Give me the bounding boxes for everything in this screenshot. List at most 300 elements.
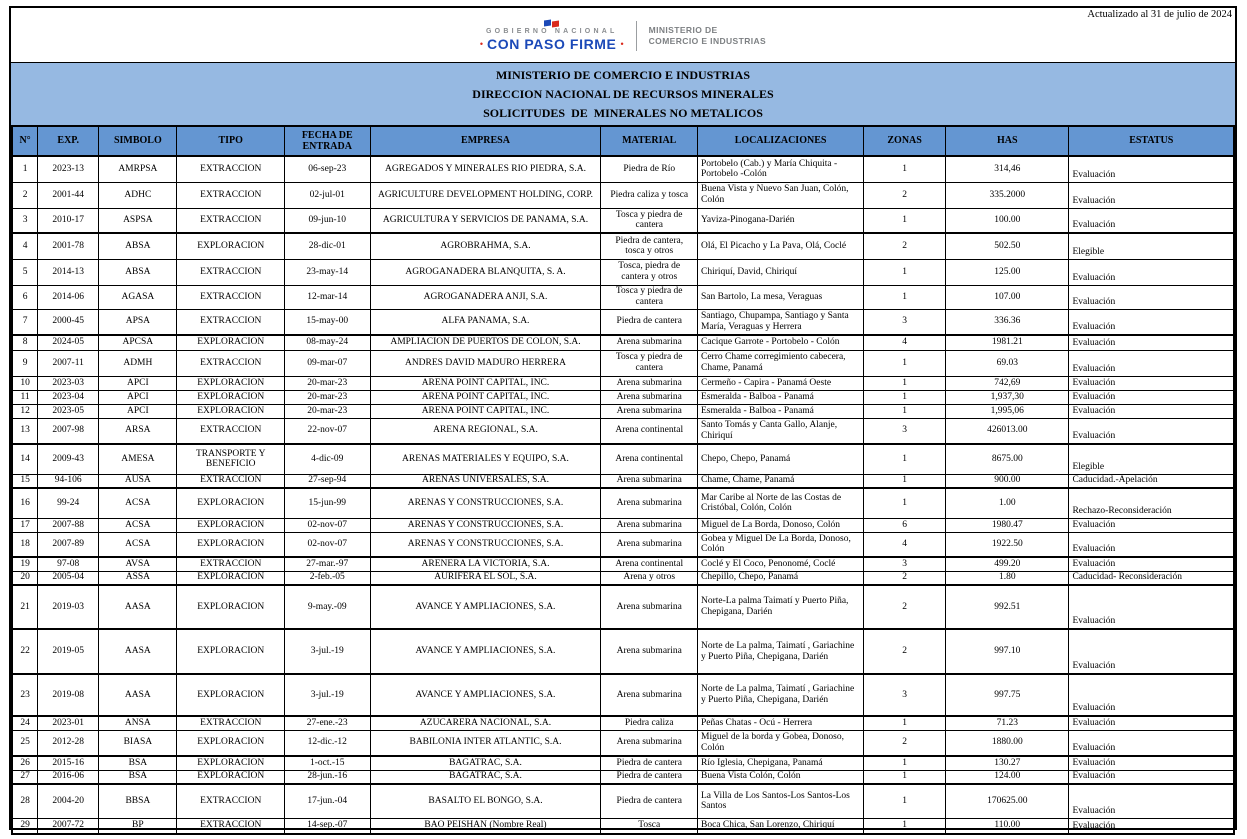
ministry-line-1: MINISTERIO DE — [648, 25, 718, 36]
cell-material: Arena submarina — [601, 335, 698, 350]
cell-has: 8675.00 — [946, 444, 1069, 474]
cell-simbolo: ANSA — [99, 716, 177, 730]
cell-fecha: 09-mar-07 — [284, 350, 370, 376]
cell-localizaciones: Norte-La palma Taimatí y Puerto Piña, Chepigana, Darién — [698, 585, 864, 629]
cell-num: 24 — [12, 716, 38, 730]
document-frame — [9, 6, 1237, 830]
cell-exp: 2012-28 — [38, 730, 99, 756]
column-header-material: MATERIAL — [601, 126, 698, 156]
cell-fecha: 02-nov-07 — [284, 518, 370, 532]
cell-localizaciones: Coclé y El Coco, Penonomé, Coclé — [698, 557, 864, 571]
cell-material: Arena submarina — [601, 474, 698, 488]
cell-num: 29 — [12, 818, 38, 834]
cell-zonas: 1 — [864, 770, 946, 784]
cell-num: 7 — [12, 309, 38, 335]
cell-estatus: Evaluación — [1069, 208, 1234, 233]
cell-num: 10 — [12, 376, 38, 390]
cell-fecha: 02-nov-07 — [284, 532, 370, 557]
cell-simbolo: AASA — [99, 629, 177, 674]
cell-material: Arena continental — [601, 444, 698, 474]
column-header-estatus: ESTATUS — [1069, 126, 1234, 156]
cell-localizaciones: Río Iglesia, Chepigana, Panamá — [698, 756, 864, 770]
cell-exp: 99-24 — [38, 488, 99, 518]
cell-exp: 2007-72 — [38, 818, 99, 834]
cell-zonas: 1 — [864, 350, 946, 376]
cell-localizaciones: Olá, El Picacho y La Pava, Olá, Coclé — [698, 233, 864, 259]
cell-empresa: ARENAS Y CONSTRUCCIONES, S.A. — [370, 532, 601, 557]
cell-empresa: ARENA POINT CAPITAL, INC. — [370, 390, 601, 404]
cell-fecha: 2-feb.-05 — [284, 571, 370, 585]
cell-localizaciones: Santiago, Chupampa, Santiago y Santa María, Veraguas y Herrera — [698, 309, 864, 335]
cell-exp: 2000-45 — [38, 309, 99, 335]
cell-simbolo: AASA — [99, 585, 177, 629]
cell-empresa: ARENAS Y CONSTRUCCIONES, S.A. — [370, 488, 601, 518]
cell-empresa: AGROGANADERA ANJI, S.A. — [370, 285, 601, 309]
cell-empresa: AVANCE Y AMPLIACIONES, S.A. — [370, 674, 601, 716]
cell-localizaciones: Miguel de La Borda, Donoso, Colón — [698, 518, 864, 532]
cell-localizaciones: Miguel de la borda y Gobea, Donoso, Colón — [698, 730, 864, 756]
cell-localizaciones: Esmeralda - Balboa - Panamá — [698, 390, 864, 404]
cell-tipo: EXPLORACION — [177, 404, 285, 418]
table-row — [12, 418, 1234, 444]
column-header-has: HAS — [946, 126, 1069, 156]
top-band — [11, 8, 1235, 62]
cell-empresa: ARENA POINT CAPITAL, INC. — [370, 404, 601, 418]
table-row — [12, 404, 1234, 418]
cell-num: 9 — [12, 350, 38, 376]
cell-fecha: 15-may-00 — [284, 309, 370, 335]
cell-material: Tosca y piedra de cantera — [601, 285, 698, 309]
cell-simbolo: BSA — [99, 756, 177, 770]
cell-num: 2 — [12, 182, 38, 208]
cell-tipo: TRANSPORTE Y BENEFICIO — [177, 444, 285, 474]
cell-material: Arena continental — [601, 557, 698, 571]
cell-has: 1.80 — [946, 571, 1069, 585]
cell-exp: 2001-78 — [38, 233, 99, 259]
table-row — [12, 557, 1234, 571]
cell-empresa: AGREGADOS Y MINERALES RIO PIEDRA, S.A. — [370, 156, 601, 182]
cell-has: 130.27 — [946, 756, 1069, 770]
cell-localizaciones: Mar Caribe al Norte de las Costas de Cristóbal, Colón, Colón — [698, 488, 864, 518]
cell-has: 426013.00 — [946, 418, 1069, 444]
cell-estatus: Evaluación — [1069, 730, 1234, 756]
cell-empresa: AGROGANADERA BLANQUITA, S. A. — [370, 259, 601, 285]
cell-zonas: 1 — [864, 756, 946, 770]
table-row — [12, 182, 1234, 208]
cell-estatus: Evaluación — [1069, 418, 1234, 444]
cell-zonas: 1 — [864, 390, 946, 404]
cell-zonas: 1 — [864, 488, 946, 518]
cell-num: 21 — [12, 585, 38, 629]
cell-estatus: Evaluación — [1069, 156, 1234, 182]
cell-estatus: Elegible — [1069, 233, 1234, 259]
cell-localizaciones: Buena Vista Colón, Colón — [698, 770, 864, 784]
cell-exp: 2009-43 — [38, 444, 99, 474]
cell-localizaciones: Buena Vista y Nuevo San Juan, Colón, Colón — [698, 182, 864, 208]
cell-estatus: Evaluación — [1069, 390, 1234, 404]
red-dot-icon: • — [620, 38, 624, 49]
cell-simbolo: AUSA — [99, 474, 177, 488]
cell-empresa: ARENAS UNIVERSALES, S.A. — [370, 474, 601, 488]
table-row — [12, 444, 1234, 474]
table-row — [12, 285, 1234, 309]
cell-empresa: BASALTO EL BONGO, S.A. — [370, 784, 601, 818]
cell-num: 20 — [12, 571, 38, 585]
cell-zonas: 2 — [864, 182, 946, 208]
cell-exp: 2019-03 — [38, 585, 99, 629]
cell-material: Tosca y piedra de cantera — [601, 208, 698, 233]
cell-tipo: EXPLORACION — [177, 730, 285, 756]
cell-estatus: Caducidad.-Apelación — [1069, 474, 1234, 488]
table-row — [12, 730, 1234, 756]
cell-localizaciones: Norte de La palma, Taimatí , Gariachine y Puerto Piña, Chepigana, Darién — [698, 629, 864, 674]
cell-fecha: 02-jul-01 — [284, 182, 370, 208]
cell-localizaciones: Cermeño - Capira - Panamá Oeste — [698, 376, 864, 390]
banner-title-solicitudes: SOLICITUDES DE MINERALES NO METALICOS — [483, 105, 763, 120]
cell-fecha: 28-jun.-16 — [284, 770, 370, 784]
table-row — [12, 390, 1234, 404]
cell-estatus: Evaluación — [1069, 770, 1234, 784]
cell-localizaciones: Chiriquí, David, Chiriquí — [698, 259, 864, 285]
logo-divider — [636, 21, 637, 51]
cell-estatus: Evaluación — [1069, 309, 1234, 335]
cell-estatus: Evaluación — [1069, 716, 1234, 730]
cell-has: 997.75 — [946, 674, 1069, 716]
cell-empresa: AVANCE Y AMPLIACIONES, S.A. — [370, 629, 601, 674]
cell-num: 11 — [12, 390, 38, 404]
cell-zonas: 1 — [864, 285, 946, 309]
cell-localizaciones: Cerro Chame corregimiento cabecera, Chame, Panamá — [698, 350, 864, 376]
title-banner — [11, 62, 1235, 125]
cell-has: 1.00 — [946, 488, 1069, 518]
cell-tipo: EXTRACCION — [177, 418, 285, 444]
cell-empresa: BABILONIA INTER ATLANTIC, S.A. — [370, 730, 601, 756]
cell-exp: 2019-08 — [38, 674, 99, 716]
cell-empresa: AVANCE Y AMPLIACIONES, S.A. — [370, 585, 601, 629]
cell-estatus: Evaluación — [1069, 285, 1234, 309]
cell-tipo: EXPLORACION — [177, 674, 285, 716]
table-row — [12, 818, 1234, 834]
cell-has: 900.00 — [946, 474, 1069, 488]
cell-empresa: BAGATRAC, S.A. — [370, 756, 601, 770]
cell-num: 13 — [12, 418, 38, 444]
column-header-num: N° — [12, 126, 38, 156]
cell-fecha: 20-mar-23 — [284, 390, 370, 404]
cell-zonas: 2 — [864, 730, 946, 756]
flag-blue-square — [544, 20, 551, 27]
logo-left-block — [480, 20, 624, 52]
cell-material: Piedra de cantera — [601, 770, 698, 784]
cell-simbolo: AGASA — [99, 285, 177, 309]
cell-simbolo: AMESA — [99, 444, 177, 474]
cell-exp: 2014-13 — [38, 259, 99, 285]
cell-material: Arena submarina — [601, 629, 698, 674]
table-row — [12, 259, 1234, 285]
cell-num: 4 — [12, 233, 38, 259]
cell-empresa: ARENA POINT CAPITAL, INC. — [370, 376, 601, 390]
cell-has: 1880.00 — [946, 730, 1069, 756]
cell-empresa: AURIFERA EL SOL, S.A. — [370, 571, 601, 585]
cell-has: 124.00 — [946, 770, 1069, 784]
cell-material: Tosca — [601, 818, 698, 834]
cell-exp: 2015-16 — [38, 756, 99, 770]
cell-material: Arena submarina — [601, 404, 698, 418]
cell-fecha: 20-mar-23 — [284, 376, 370, 390]
cell-localizaciones: Yaviza-Pinogana-Darién — [698, 208, 864, 233]
cell-num: 5 — [12, 259, 38, 285]
table-row — [12, 716, 1234, 730]
cell-exp: 2023-13 — [38, 156, 99, 182]
table-row — [12, 629, 1234, 674]
cell-tipo: EXPLORACION — [177, 571, 285, 585]
cell-estatus: Evaluación — [1069, 376, 1234, 390]
cell-has: 125.00 — [946, 259, 1069, 285]
cell-simbolo: ABSA — [99, 259, 177, 285]
cell-tipo: EXTRACCION — [177, 182, 285, 208]
column-header-tipo: TIPO — [177, 126, 285, 156]
cell-exp: 2005-04 — [38, 571, 99, 585]
cell-fecha: 22-nov-07 — [284, 418, 370, 444]
cell-material: Piedra caliza — [601, 716, 698, 730]
cell-zonas: 3 — [864, 674, 946, 716]
cell-estatus: Evaluación — [1069, 518, 1234, 532]
cell-exp: 2014-06 — [38, 285, 99, 309]
cell-fecha: 4-dic-09 — [284, 444, 370, 474]
cell-num: 26 — [12, 756, 38, 770]
cell-num: 14 — [12, 444, 38, 474]
government-logo — [11, 20, 1235, 52]
cell-empresa: AGRICULTURA Y SERVICIOS DE PANAMA, S.A. — [370, 208, 601, 233]
cell-fecha: 12-dic.-12 — [284, 730, 370, 756]
cell-has: 336.36 — [946, 309, 1069, 335]
cell-fecha: 9-may.-09 — [284, 585, 370, 629]
table-row — [12, 674, 1234, 716]
cell-estatus: Elegible — [1069, 444, 1234, 474]
table-row — [12, 488, 1234, 518]
cell-exp: 2007-88 — [38, 518, 99, 532]
table-row — [12, 309, 1234, 335]
cell-simbolo: ADMH — [99, 350, 177, 376]
banner-title-ministerio: MINISTERIO DE COMERCIO E INDUSTRIAS — [495, 67, 751, 82]
table-body — [12, 156, 1234, 834]
solicitudes-table — [11, 125, 1235, 835]
cell-tipo: EXPLORACION — [177, 488, 285, 518]
cell-has: 170625.00 — [946, 784, 1069, 818]
cell-localizaciones: Boca Chica, San Lorenzo, Chiriquí — [698, 818, 864, 834]
cell-has: 100.00 — [946, 208, 1069, 233]
cell-simbolo: ASSA — [99, 571, 177, 585]
cell-simbolo: ABSA — [99, 233, 177, 259]
cell-localizaciones: Cacique Garrote - Portobelo - Colón — [698, 335, 864, 350]
cell-exp: 2010-17 — [38, 208, 99, 233]
cell-estatus: Evaluación — [1069, 259, 1234, 285]
cell-has: 502.50 — [946, 233, 1069, 259]
cell-zonas: 2 — [864, 571, 946, 585]
cell-material: Piedra de cantera — [601, 784, 698, 818]
cell-num: 27 — [12, 770, 38, 784]
cell-fecha: 23-may-14 — [284, 259, 370, 285]
cell-empresa: BAO PEISHAN (Nombre Real) — [370, 818, 601, 834]
flag-red-square — [552, 21, 559, 28]
cell-localizaciones: Peñas Chatas - Ocú - Herrera — [698, 716, 864, 730]
cell-zonas: 4 — [864, 532, 946, 557]
cell-localizaciones: Santo Tomás y Canta Gallo, Alanje, Chiriquí — [698, 418, 864, 444]
cell-num: 1 — [12, 156, 38, 182]
cell-exp: 2007-11 — [38, 350, 99, 376]
cell-estatus: Rechazo-Reconsideración — [1069, 488, 1234, 518]
cell-zonas: 1 — [864, 259, 946, 285]
cell-fecha: 06-sep-23 — [284, 156, 370, 182]
cell-localizaciones: San Bartolo, La mesa, Veraguas — [698, 285, 864, 309]
cell-exp: 2016-06 — [38, 770, 99, 784]
cell-estatus: Evaluación — [1069, 350, 1234, 376]
table-row — [12, 585, 1234, 629]
table-row — [12, 571, 1234, 585]
table-row — [12, 770, 1234, 784]
cell-num: 8 — [12, 335, 38, 350]
cell-zonas: 1 — [864, 784, 946, 818]
cell-exp: 2004-20 — [38, 784, 99, 818]
cell-fecha: 20-mar-23 — [284, 404, 370, 418]
cell-zonas: 1 — [864, 376, 946, 390]
cell-tipo: EXTRACCION — [177, 285, 285, 309]
cell-fecha: 14-sep.-07 — [284, 818, 370, 834]
cell-num: 18 — [12, 532, 38, 557]
table-row — [12, 532, 1234, 557]
cell-fecha: 08-may-24 — [284, 335, 370, 350]
con-paso-firme-label: CON PASO FIRME — [487, 36, 617, 52]
banner-title-direccion: DIRECCION NACIONAL DE RECURSOS MINERALES — [472, 86, 774, 101]
cell-estatus: Evaluación — [1069, 404, 1234, 418]
updated-date-label: Actualizado al 31 de julio de 2024 — [1087, 9, 1232, 20]
cell-tipo: EXTRACCION — [177, 156, 285, 182]
cell-zonas: 1 — [864, 444, 946, 474]
header-row — [12, 126, 1234, 156]
cell-tipo: EXTRACCION — [177, 557, 285, 571]
cell-zonas: 2 — [864, 585, 946, 629]
cell-num: 22 — [12, 629, 38, 674]
gobierno-nacional-label: GOBIERNO NACIONAL — [486, 28, 618, 35]
cell-empresa: AMPLIACION DE PUERTOS DE COLON, S.A. — [370, 335, 601, 350]
cell-empresa: BAGATRAC, S.A. — [370, 770, 601, 784]
cell-tipo: EXTRACCION — [177, 818, 285, 834]
cell-simbolo: APCI — [99, 390, 177, 404]
cell-material: Arena submarina — [601, 488, 698, 518]
cell-has: 992.51 — [946, 585, 1069, 629]
cell-estatus: Caducidad- Reconsideración — [1069, 571, 1234, 585]
cell-fecha: 27-sep-94 — [284, 474, 370, 488]
cell-num: 16 — [12, 488, 38, 518]
cell-simbolo: ASPSA — [99, 208, 177, 233]
cell-estatus: Evaluación — [1069, 784, 1234, 818]
cell-simbolo: APCI — [99, 376, 177, 390]
table-row — [12, 474, 1234, 488]
cell-tipo: EXTRACCION — [177, 784, 285, 818]
table-row — [12, 518, 1234, 532]
cell-material: Piedra de cantera — [601, 756, 698, 770]
cell-has: 110.00 — [946, 818, 1069, 834]
cell-simbolo: ADHC — [99, 182, 177, 208]
cell-localizaciones: Chepo, Chepo, Panamá — [698, 444, 864, 474]
cell-simbolo: ACSA — [99, 488, 177, 518]
cell-material: Arena submarina — [601, 376, 698, 390]
cell-empresa: ALFA PANAMA, S.A. — [370, 309, 601, 335]
cell-estatus: Evaluación — [1069, 335, 1234, 350]
cell-empresa: AGRICULTURE DEVELOPMENT HOLDING, CORP. — [370, 182, 601, 208]
cell-zonas: 1 — [864, 208, 946, 233]
cell-simbolo: APSA — [99, 309, 177, 335]
ministry-name-block — [649, 25, 767, 46]
cell-simbolo: BBSA — [99, 784, 177, 818]
cell-estatus: Evaluación — [1069, 532, 1234, 557]
cell-zonas: 1 — [864, 404, 946, 418]
cell-material: Arena submarina — [601, 518, 698, 532]
cell-has: 499.20 — [946, 557, 1069, 571]
cell-exp: 2019-05 — [38, 629, 99, 674]
cell-zonas: 1 — [864, 716, 946, 730]
cell-has: 1922.50 — [946, 532, 1069, 557]
cell-has: 1981.21 — [946, 335, 1069, 350]
cell-estatus: Evaluación — [1069, 629, 1234, 674]
cell-tipo: EXPLORACION — [177, 532, 285, 557]
cell-zonas: 3 — [864, 309, 946, 335]
cell-simbolo: BP — [99, 818, 177, 834]
cell-exp: 2024-05 — [38, 335, 99, 350]
cell-num: 6 — [12, 285, 38, 309]
cell-has: 335.2000 — [946, 182, 1069, 208]
cell-material: Piedra de cantera — [601, 309, 698, 335]
cell-num: 19 — [12, 557, 38, 571]
cell-simbolo: ACSA — [99, 532, 177, 557]
cell-material: Piedra de cantera, tosca y otros — [601, 233, 698, 259]
red-dot-icon: • — [479, 38, 483, 49]
cell-exp: 97-08 — [38, 557, 99, 571]
cell-zonas: 1 — [864, 818, 946, 834]
cell-fecha: 09-jun-10 — [284, 208, 370, 233]
cell-tipo: EXTRACCION — [177, 716, 285, 730]
cell-fecha: 17-jun.-04 — [284, 784, 370, 818]
column-header-localizaciones: LOCALIZACIONES — [698, 126, 864, 156]
cell-tipo: EXPLORACION — [177, 335, 285, 350]
table-row — [12, 335, 1234, 350]
cell-simbolo: AVSA — [99, 557, 177, 571]
cell-localizaciones: Portobelo (Cab.) y María Chiquita - Portobelo -Colón — [698, 156, 864, 182]
cell-localizaciones: Gobea y Miguel De La Borda, Donoso, Colón — [698, 532, 864, 557]
cell-has: 1,937,30 — [946, 390, 1069, 404]
cell-tipo: EXPLORACION — [177, 390, 285, 404]
cell-localizaciones: La Villa de Los Santos-Los Santos-Los Santos — [698, 784, 864, 818]
cell-has: 69.03 — [946, 350, 1069, 376]
cell-localizaciones: Esmeralda - Balboa - Panamá — [698, 404, 864, 418]
cell-has: 997.10 — [946, 629, 1069, 674]
cell-has: 1980.47 — [946, 518, 1069, 532]
cell-estatus: Evaluación — [1069, 182, 1234, 208]
cell-exp: 2001-44 — [38, 182, 99, 208]
cell-tipo: EXTRACCION — [177, 474, 285, 488]
cell-num: 28 — [12, 784, 38, 818]
cell-fecha: 27-ene.-23 — [284, 716, 370, 730]
cell-tipo: EXTRACCION — [177, 350, 285, 376]
cell-fecha: 3-jul.-19 — [284, 629, 370, 674]
cell-exp: 2023-01 — [38, 716, 99, 730]
ministry-line-2: COMERCIO E INDUSTRIAS — [648, 36, 767, 46]
cell-has: 107.00 — [946, 285, 1069, 309]
cell-empresa: ARENAS MATERIALES Y EQUIPO, S.A. — [370, 444, 601, 474]
cell-estatus: Evaluación — [1069, 557, 1234, 571]
cell-num: 12 — [12, 404, 38, 418]
cell-material: Piedra de Río — [601, 156, 698, 182]
cell-estatus: Evaluación — [1069, 674, 1234, 716]
